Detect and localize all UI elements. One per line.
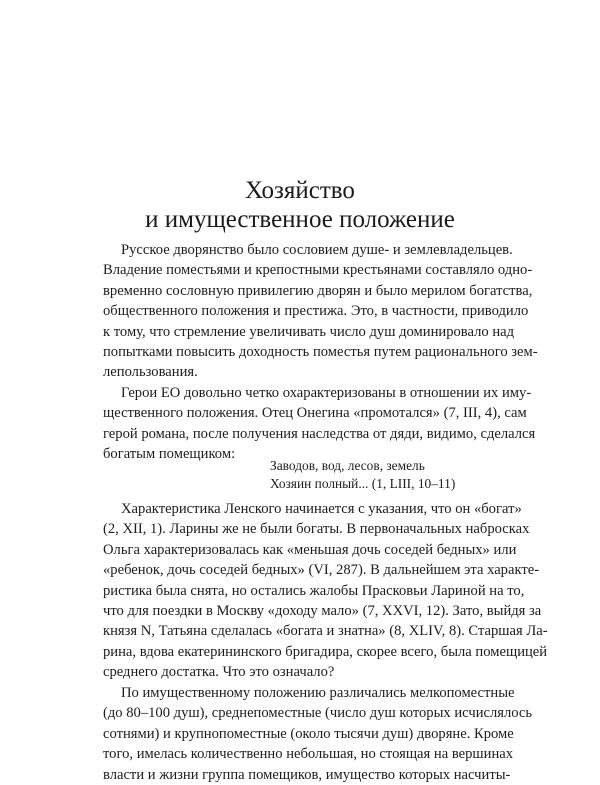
text-line: (до 80–100 душ), среднепоместные (число душ которых исчислялось bbox=[103, 705, 533, 722]
text-line: рина, вдова екатерининского бригадира, скорее всего, была помещицей bbox=[103, 643, 548, 660]
text-line: богатым помещиком: bbox=[103, 446, 236, 463]
text-line: (2, XII, 1). Ларины же не были богаты. В первоначальных набросках bbox=[103, 521, 530, 538]
text-line: среднего достатка. Что это означало? bbox=[103, 664, 335, 681]
chapter-title-line-1: Хозяйство bbox=[245, 177, 355, 204]
text-line: общественного положения и престижа. Это, в частности, приводило bbox=[103, 303, 529, 320]
paragraph-2 bbox=[103, 383, 536, 465]
verse-line-1: Заводов, вод, лесов, земель bbox=[270, 458, 425, 473]
chapter-title-line-2: и имущественное положение bbox=[145, 206, 455, 233]
text-line: Владение поместьями и крепостными крестьянами составляло одно- bbox=[103, 262, 533, 279]
text-line: Русское дворянство было сословием душе- и землевладельцев. bbox=[121, 242, 513, 258]
text-line: «ребенок, дочь соседей бедных» (VI, 287). В дальнейшем эта характе- bbox=[103, 562, 540, 579]
text-line: временно сословную привилегию дворян и было мерилом богатства, bbox=[103, 282, 533, 299]
verse-line-2: Хозяин полный... (1, LIII, 10–11) bbox=[270, 476, 456, 491]
text-line: Герои ЕО довольно четко охарактеризованы в отношении их иму- bbox=[121, 385, 532, 401]
text-line: попытками повысить доходность поместья путем рационального зем- bbox=[103, 343, 538, 360]
text-line: Ольга характеризовалась как «меньшая дочь соседей бедных» или bbox=[103, 541, 517, 558]
paragraph-4 bbox=[103, 683, 533, 785]
text-line: герой романа, после получения наследства от дяди, видимо, сделался bbox=[103, 425, 536, 442]
text-line: власти и жизни группа помещиков, имущество которых насчиты- bbox=[103, 766, 511, 783]
paragraph-3 bbox=[103, 499, 548, 683]
paragraph-1 bbox=[103, 240, 538, 383]
text-line: к тому, что стремление увеличивать число душ доминировало над bbox=[103, 323, 515, 340]
text-line: По имущественному положению различались мелкопоместные bbox=[121, 685, 515, 701]
text-line: князя N, Татьяна сделалась «богата и знатна» (8, XLIV, 8). Старшая Ла- bbox=[103, 623, 548, 640]
text-line: лепользования. bbox=[103, 364, 198, 381]
text-line: что для поездки в Москву «доходу мало» (7, XXVI, 12). Зато, выйдя за bbox=[103, 602, 542, 619]
text-line: ристика была снята, но остались жалобы Прасковьи Лариной на то, bbox=[103, 582, 525, 599]
text-line: щественного положения. Отец Онегина «промотался» (7, III, 4), сам bbox=[103, 405, 527, 422]
text-line: того, имелась количественно небольшая, но стоящая на вершинах bbox=[103, 746, 514, 763]
text-line: сотнями) и крупнопоместные (около тысячи душ) дворяне. Кроме bbox=[103, 725, 514, 742]
text-line: Характеристика Ленского начинается с указания, что он «богат» bbox=[121, 501, 522, 517]
verse-quote bbox=[270, 457, 455, 493]
